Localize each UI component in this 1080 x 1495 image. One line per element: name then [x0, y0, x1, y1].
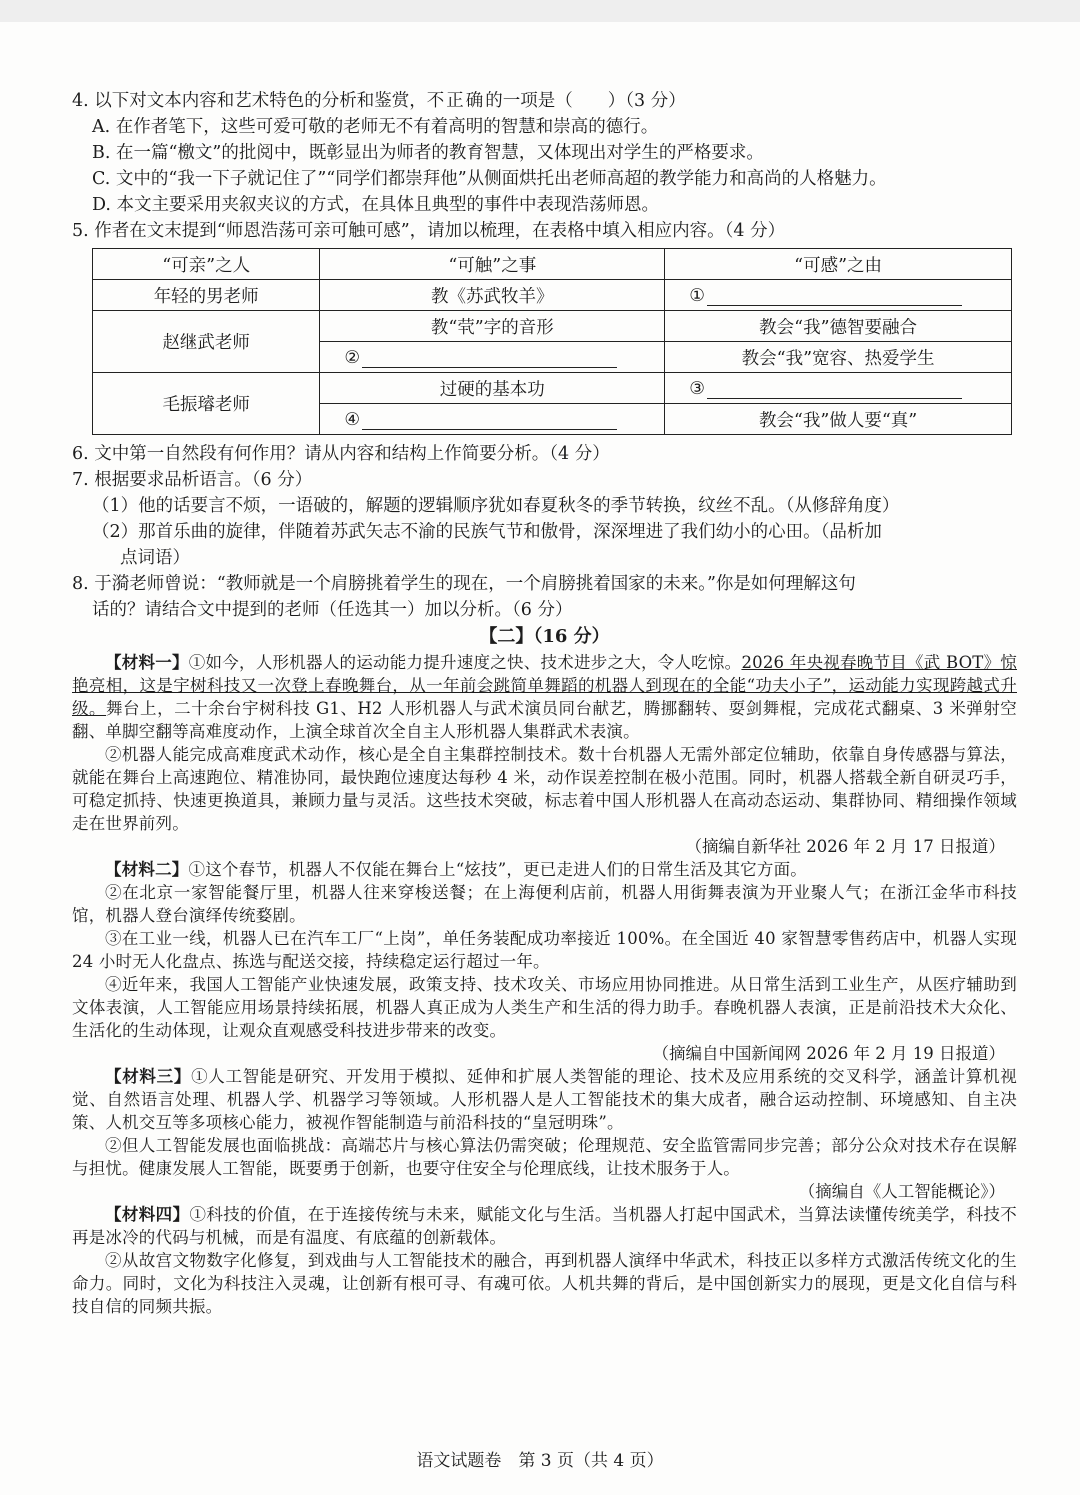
table-header: “可感”之由: [665, 249, 1012, 280]
table-cell-person: 赵继武老师: [93, 311, 320, 373]
material-tag: 【材料一】: [105, 653, 189, 672]
table-cell-event: 教“茕”字的音形: [320, 311, 665, 342]
material-1-source: （摘编自新华社 2026 年 2 月 17 日报道）: [685, 837, 1005, 856]
material-1-para-2: ②机器人能完成高难度武术动作，核心是全自主集群控制技术。数十台机器人无需外部定位辅助，依靠自身传感器与算法，就能在舞台上高速跑位、精准协同，最快跑位速度达每秒 4 米，动作误差控制在极小范围。同时，机器人搭载全新自研灵巧手，可稳定抓持、快速更换道具，兼顾力量与灵活。这些技术突破，标志着中国人形机器人在高动态运动、集群协同、精细操作领域走在世界前列。: [72, 745, 1017, 833]
option-d: D. 本文主要采用夹叙夹议的方式，在具体且典型的事件中表现浩荡师恩。: [92, 195, 660, 215]
question-4-stem: [72, 88, 1017, 114]
q4-stem-part: 的一项是（ ）（3 分）: [485, 91, 686, 111]
question-7-stem: 7. 根据要求品析语言。（6 分）: [72, 470, 313, 490]
answer-blank[interactable]: [362, 409, 617, 430]
material-2-para-3: ③在工业一线，机器人已在汽车工厂“上岗”，单任务装配成功率接近 100%。在全国近 40 家智慧零售药店中，机器人实现 24 小时无人化盘点、拣选与配送交接，持续稳定运行超过一年。: [72, 929, 1017, 971]
blank-marker: ①: [689, 285, 705, 306]
material-2-source: （摘编自中国新闻网 2026 年 2 月 19 日报道）: [652, 1044, 1005, 1063]
material-3-para-2: ②但人工智能发展也面临挑战：高端芯片与核心算法仍需突破；伦理规范、安全监管需同步完善；部分公众对技术存在误解与担忧。健康发展人工智能，既要勇于创新，也要守住安全与伦理底线，让技术服务于人。: [72, 1136, 1017, 1178]
material-3-para-1: [72, 1065, 1017, 1134]
answer-blank[interactable]: [362, 347, 617, 368]
table-row: [93, 280, 1012, 311]
blank-3-cell[interactable]: [665, 373, 1012, 404]
q7-sub2-emphasis: 埋进: [628, 522, 664, 542]
material-tag: 【材料三】: [105, 1067, 192, 1086]
answer-blank[interactable]: [707, 285, 962, 306]
table-cell-person: 毛振璿老师: [93, 373, 320, 435]
q7-sub2-part: （2）那首乐曲的旋律，伴随着苏武矢志不渝的民族气节和傲骨，深深: [92, 522, 629, 542]
table-cell-event: 过硬的基本功: [320, 373, 665, 404]
material-tag: 【材料四】: [105, 1205, 190, 1224]
material-4-para-1: [72, 1203, 1017, 1249]
exam-page: [72, 88, 1017, 1318]
question-8-line2: 话的？请结合文中提到的老师（任选其一）加以分析。（6 分）: [92, 600, 573, 620]
q7-sub2-part: 了我们幼小的心田。（品析加: [663, 522, 882, 542]
table-cell-reason: 教会“我”德智要融合: [665, 311, 1012, 342]
section-heading: 【二】（16 分）: [479, 626, 610, 647]
table-row: [93, 311, 1012, 342]
q4-emphasis: [427, 91, 486, 111]
option-c: C. 文中的“我一下子就记住了”“同学们都崇拜他”从侧面烘托出老师高超的教学能力和高尚的人格魅力。: [92, 169, 887, 189]
table-cell-person: 年轻的男老师: [93, 280, 320, 311]
blank-2-cell[interactable]: [320, 342, 665, 373]
table-header: “可触”之事: [320, 249, 665, 280]
material-text: 舞台上，二十余台宇树科技 G1、H2 人形机器人与武术演员同台献艺，腾挪翻转、耍剑舞棍，完成花式翻桌、3 米弹射空翻、单脚空翻等高难度动作，上演全球首次全自主人形机器人集群武术表演。: [72, 699, 1017, 741]
table-header-row: [93, 249, 1012, 280]
question-6: 6. 文中第一自然段有何作用？请从内容和结构上作简要分析。（4 分）: [72, 444, 610, 464]
page-footer: 语文试题卷 第 3 页（共 4 页）: [416, 1451, 664, 1471]
material-text: ①这个春节，机器人不仅能在舞台上“炫技”，更已走进人们的日常生活及其它方面。: [188, 860, 807, 879]
table-header: “可亲”之人: [93, 249, 320, 280]
question-8-line1: 8. 于漪老师曾说：“教师就是一个肩膀挑着学生的现在，一个肩膀挑着国家的未来。”你是如何理解这句: [72, 574, 856, 594]
top-bar: [0, 0, 1080, 22]
table-cell-reason: 教会“我”宽容、热爱学生: [665, 342, 1012, 373]
question-7-sub2: [72, 519, 1017, 545]
blank-4-cell[interactable]: [320, 404, 665, 435]
material-1-para-1: [72, 651, 1017, 743]
q4-stem-part: 4. 以下对文本内容和艺术特色的分析和鉴赏，: [72, 91, 427, 111]
q4-emphasis-text: 不正确: [426, 91, 486, 111]
blank-marker: ④: [344, 409, 361, 430]
material-2-para-1: [72, 858, 1017, 881]
underlined-text: 2026 年央视春晚节目《武 BOT》惊艳亮相，这是宇树科技又一次登上春晚舞台，从一年前会跳简单舞蹈的机器人到现在的全能“功夫小子”，运动能力实现跨越式升级。: [72, 653, 1018, 718]
material-2-para-4: ④近年来，我国人工智能产业快速发展，政策支持、技术攻关、市场应用协同推进。从日常生活到工业生产，从医疗辅助到文体表演，人工智能应用场景持续拓展，机器人真正成为人类生产和生活的得力助手。春晚机器人表演，正是前沿技术大众化、生活化的生动体现，让观众直观感受科技进步带来的改变。: [72, 975, 1017, 1040]
material-2-para-2: ②在北京一家智能餐厅里，机器人往来穿梭送餐；在上海便利店前，机器人用街舞表演为开业聚人气；在浙江金华市科技馆，机器人登台演绎传统婺剧。: [72, 883, 1017, 925]
answer-blank[interactable]: [707, 378, 962, 399]
question-5-stem: 5. 作者在文末提到“师恩浩荡可亲可触可感”，请加以梳理，在表格中填入相应内容。（4 分）: [72, 221, 786, 241]
question-7-sub1: （1）他的话要言不烦，一语破的，解题的逻辑顺序犹如春夏秋冬的季节转换，纹丝不乱。（从修辞角度）: [92, 496, 900, 516]
table-row: [93, 373, 1012, 404]
table-cell-event: 教《苏武牧羊》: [320, 280, 665, 311]
material-3-source: （摘编自《人工智能概论》）: [798, 1182, 1005, 1201]
material-text: ①人工智能是研究、开发用于模拟、延伸和扩展人类智能的理论、技术及应用系统的交叉科学，涵盖计算机视觉、自然语言处理、机器人学、机器学习等领域。人形机器人是人工智能技术的集大成者，融合运动控制、环境感知、自主决策、人机交互等多项核心能力，被视作智能制造与前沿科技的“皇冠明珠”。: [72, 1067, 1017, 1132]
option-b: B. 在一篇“檄文”的批阅中，既彰显出为师者的教育智慧，又体现出对学生的严格要求。: [92, 143, 764, 163]
material-tag: 【材料二】: [105, 860, 189, 879]
option-a: A. 在作者笔下，这些可爱可敬的老师无不有着高明的智慧和崇高的德行。: [92, 117, 659, 137]
blank-marker: ③: [689, 378, 705, 399]
table-cell-reason: 教会“我”做人要“真”: [665, 404, 1012, 435]
question-7-sub2-cont: 点词语）: [120, 548, 190, 568]
material-text: ①科技的价值，在于连接传统与未来，赋能文化与生活。当机器人打起中国武术，当算法读懂传统美学，科技不再是冰冷的代码与机械，而是有温度、有底蕴的创新载体。: [72, 1205, 1017, 1247]
question-5-table: [92, 248, 1012, 435]
blank-1-cell[interactable]: [665, 280, 1012, 311]
material-4-para-2: ②从故宫文物数字化修复，到戏曲与人工智能技术的融合，再到机器人演绎中华武术，科技正以多样方式激活传统文化的生命力。同时，文化为科技注入灵魂，让创新有根可寻、有魂可依。人机共舞的背后，是中国创新实力的展现，更是文化自信与科技自信的同频共振。: [72, 1251, 1017, 1316]
blank-marker: ②: [344, 347, 361, 368]
material-text: ①如今，人形机器人的运动能力提升速度之快、技术进步之大，令人吃惊。: [188, 653, 742, 672]
